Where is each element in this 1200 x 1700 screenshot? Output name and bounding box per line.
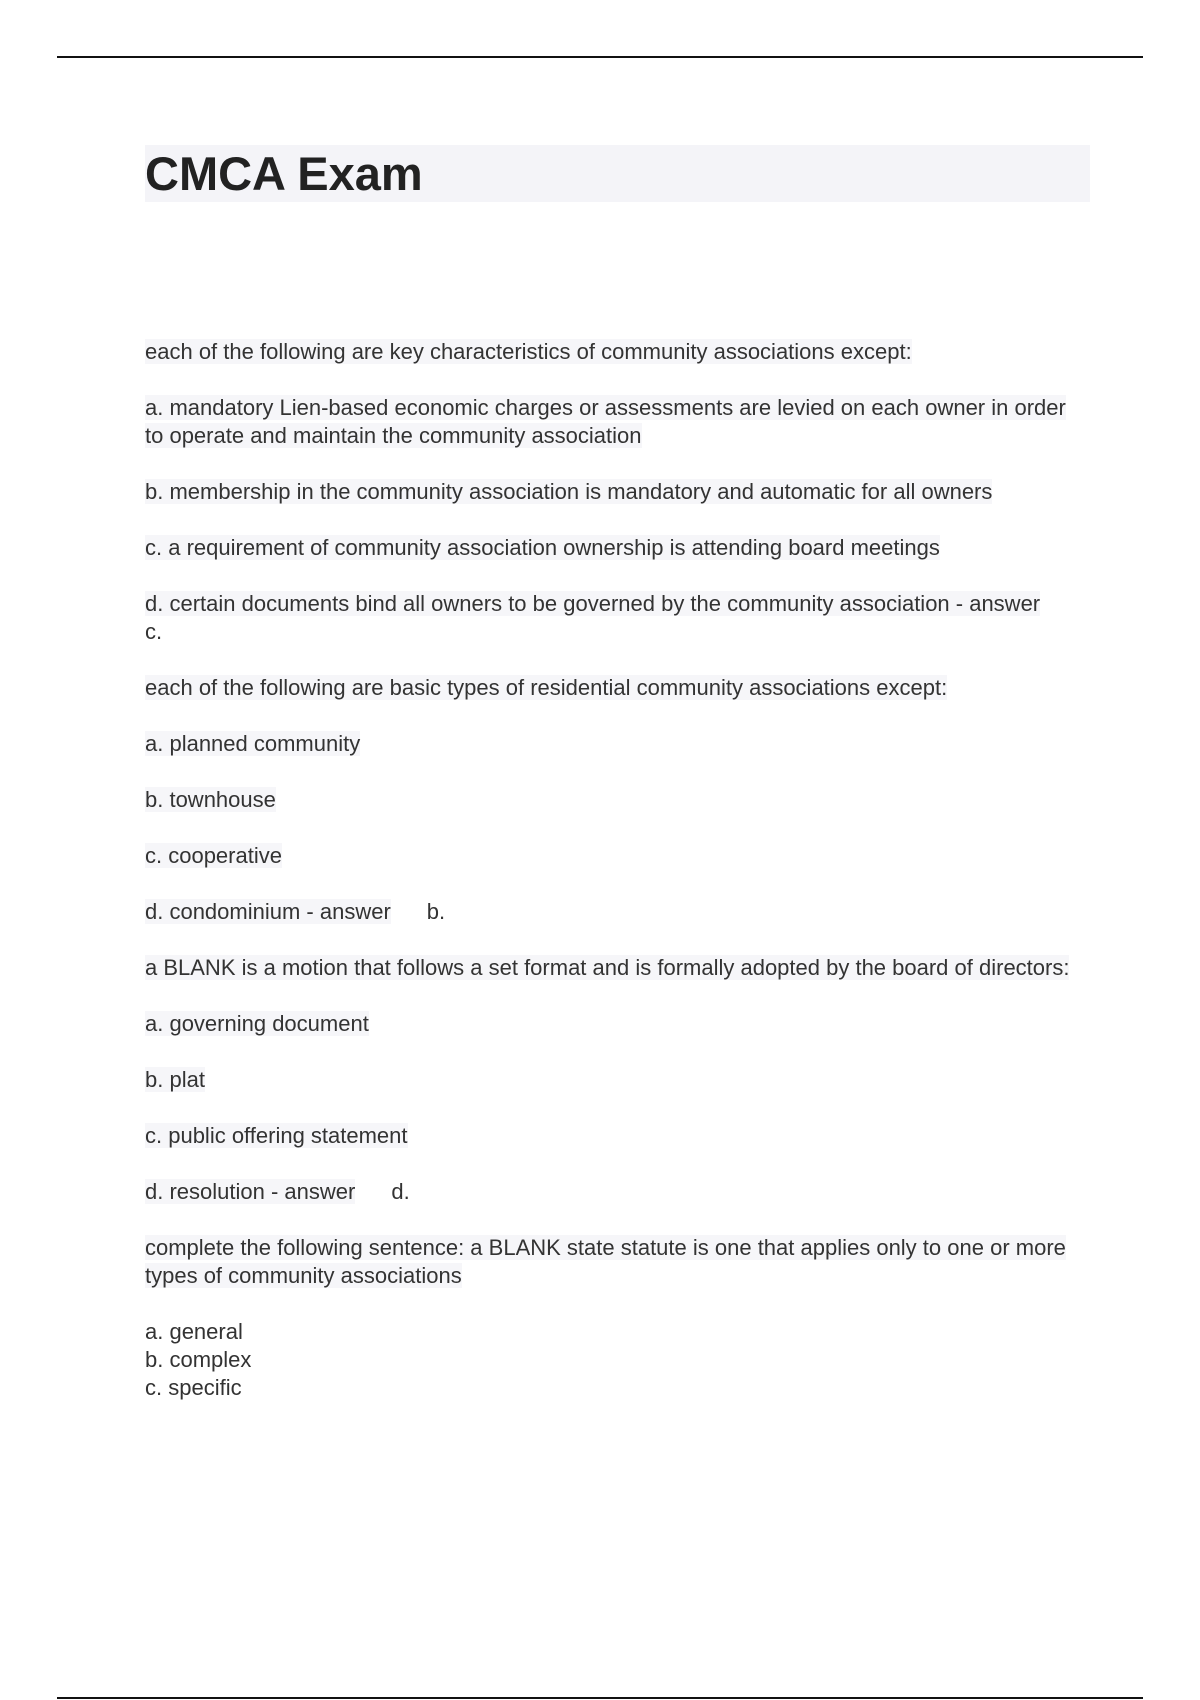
- question-1-option-c: c. a requirement of community association ownership is attending board meetings: [145, 535, 940, 560]
- question-3-answer: d.: [391, 1179, 410, 1204]
- question-4-prompt: complete the following sentence: a BLANK state statute is one that applies only to one or more types of community associations: [145, 1235, 1066, 1288]
- question-3-option-a: a. governing document: [145, 1011, 369, 1036]
- page-title: CMCA Exam: [145, 147, 423, 200]
- question-2-option-b: b. townhouse: [145, 787, 276, 812]
- question-1-answer: c.: [145, 619, 163, 644]
- question-2-option-a: a. planned community: [145, 731, 361, 756]
- question-3-prompt: a BLANK is a motion that follows a set format and is formally adopted by the board of directors:: [145, 955, 1070, 980]
- question-3-option-c: c. public offering statement: [145, 1123, 408, 1148]
- question-1-option-b: b. membership in the community association is mandatory and automatic for all owners: [145, 479, 993, 504]
- question-2-prompt: each of the following are basic types of residential community associations except:: [145, 675, 948, 700]
- question-1-option-d: d. certain documents bind all owners to be governed by the community association - answerc.: [145, 591, 1041, 644]
- question-3-option-b: b. plat: [145, 1067, 205, 1092]
- question-1-prompt: each of the following are key characteristics of community associations except:: [145, 339, 912, 364]
- top-rule: [57, 56, 1143, 58]
- question-4-option-b: b. complex: [145, 1347, 252, 1372]
- question-2-option-d: d. condominium - answer b.: [145, 899, 446, 924]
- question-1-option-a: a. mandatory Lien-based economic charges or assessments are levied on each owner in order to operate and maintain the community association: [145, 395, 1066, 448]
- question-4-option-c: c. specific: [145, 1375, 242, 1400]
- question-list: [145, 338, 1090, 1402]
- question-2-answer: b.: [426, 899, 446, 924]
- question-3-option-d: d. resolution - answer d.: [145, 1179, 410, 1204]
- question-2-option-c: c. cooperative: [145, 843, 282, 868]
- question-4-option-a: a. general: [145, 1319, 243, 1344]
- bottom-rule: [57, 1697, 1143, 1699]
- question-4-options: [145, 1318, 1090, 1402]
